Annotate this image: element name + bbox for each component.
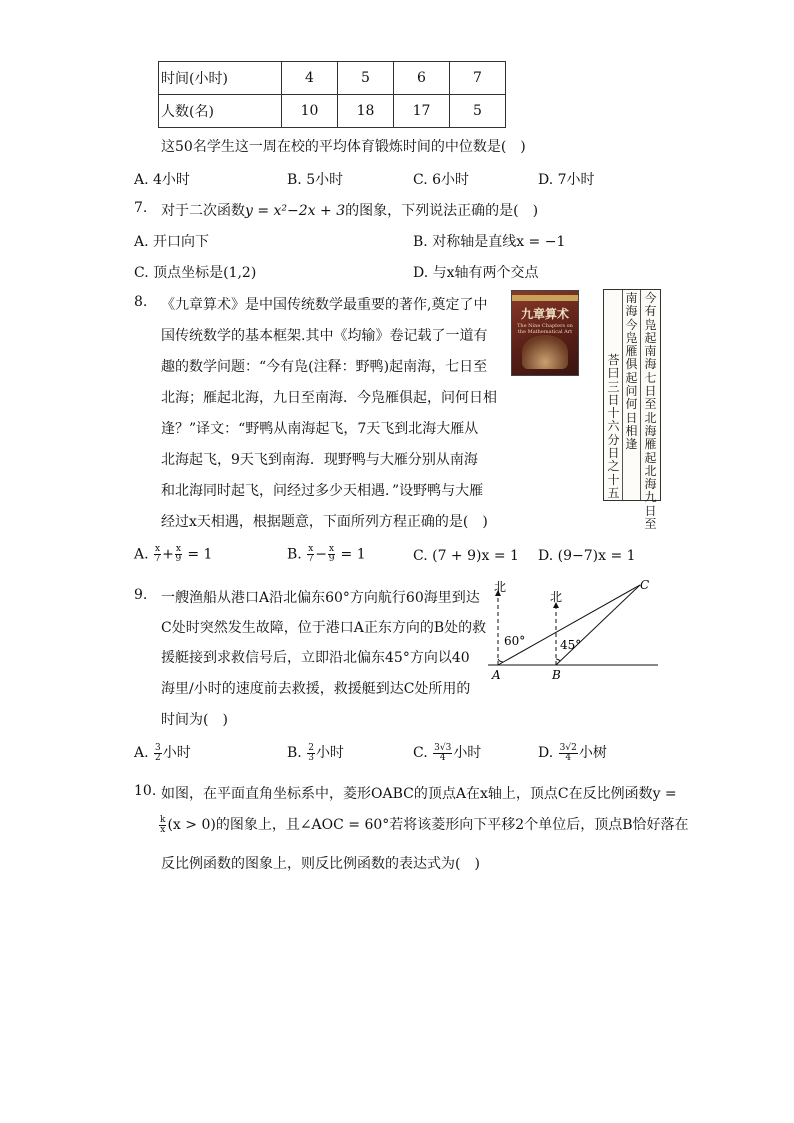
fraction xyxy=(159,816,166,835)
q8-line: 北海起飞，9天飞到南海．现野鸭与大雁分别从南海 xyxy=(161,452,478,468)
q6-option-c: C. 6小时 xyxy=(413,172,470,188)
q8-line: 经过x天相遇，根据题意，下面所列方程正确的是( ) xyxy=(161,514,488,530)
q7-option-a: A. 开口向下 xyxy=(134,234,210,250)
q10-line xyxy=(158,814,689,835)
table-row xyxy=(159,62,506,95)
table-cell: 6 xyxy=(394,62,450,95)
angle-arc-a xyxy=(498,659,503,662)
fraction xyxy=(307,744,315,763)
q6-option-d: D. 7小时 xyxy=(538,172,595,188)
fraction xyxy=(307,545,314,564)
q9-option-c xyxy=(413,742,481,763)
fraction xyxy=(154,744,162,763)
option-suffix: 小树 xyxy=(578,745,607,761)
table-cell: 5 xyxy=(450,95,506,128)
q6-stem: 这50名学生这一周在校的平均体育锻炼时间的中位数是( ) xyxy=(161,139,526,155)
book-band xyxy=(512,295,578,301)
point-label-a: A xyxy=(492,668,501,682)
q8-option-b xyxy=(287,545,366,564)
table-row-label: 时间(小时) xyxy=(159,62,282,95)
table-cell: 10 xyxy=(282,95,338,128)
operator: − xyxy=(315,546,328,563)
q7-option-c: C. 顶点坐标是(1,2) xyxy=(134,265,257,281)
fraction-den: 3 xyxy=(308,752,314,763)
operator: + xyxy=(162,546,174,563)
book-title: 九章算术 xyxy=(520,307,569,321)
option-label: D. xyxy=(538,745,554,761)
scroll-column: 今有凫起南海七日至北海雁起北海九日至 xyxy=(644,291,657,532)
q8-option-a xyxy=(134,545,212,564)
q7-number: 7. xyxy=(134,200,148,216)
q6-option-b: B. 5小时 xyxy=(287,172,344,188)
q9-number: 9. xyxy=(134,587,148,603)
scroll-column: 荅曰三日十六分日之十五 xyxy=(607,353,620,500)
fraction-num: 3√2 xyxy=(559,742,577,753)
q9-option-a xyxy=(134,742,191,763)
option-suffix: 小时 xyxy=(162,745,191,761)
q9-line: 援艇接到求救信号后，立即沿北偏东45°方向以40 xyxy=(161,650,470,666)
q9-option-b xyxy=(287,742,344,763)
book-subtitle: The Nine Chapters on the Mathematical Art xyxy=(517,323,573,335)
scroll-divider xyxy=(622,290,623,500)
table-cell: 18 xyxy=(338,95,394,128)
q6-option-a: A. 4小时 xyxy=(134,172,190,188)
q10-line-rest: (x > 0)的图象上，且∠AOC = 60°若将该菱形向下平移2个单位后，顶点B恰好落在 xyxy=(167,817,689,833)
option-label: B. xyxy=(287,546,302,563)
q8-number: 8. xyxy=(134,294,148,310)
angle-label-45: 45° xyxy=(560,638,582,652)
q9-option-d xyxy=(538,742,607,763)
q8-option-d: D. (9−7)x = 1 xyxy=(538,548,636,564)
fraction-num: 2 xyxy=(308,742,314,753)
q9-line: C处时突然发生故障，位于港口A正东方向的B处的救 xyxy=(161,620,487,636)
fraction-num: k xyxy=(160,814,166,825)
fraction-num: 3 xyxy=(155,742,161,753)
table-cell: 7 xyxy=(450,62,506,95)
table-cell: 5 xyxy=(338,62,394,95)
q7-stem-prefix: 对于二次函数 xyxy=(161,203,245,219)
ancient-text-scroll xyxy=(603,289,661,532)
q9-line: 时间为( ) xyxy=(161,712,228,728)
q7-stem xyxy=(161,200,538,220)
table-cell: 17 xyxy=(394,95,450,128)
point-label-b: B xyxy=(552,668,561,682)
q9-line: 海里/小时的速度前去救援，救援艇到达C处所用的 xyxy=(161,681,471,697)
q7-stem-suffix: 的图象，下列说法正确的是( ) xyxy=(345,203,539,219)
q7-option-b: B. 对称轴是直线x = −1 xyxy=(413,234,566,250)
table-row-label: 人数(名) xyxy=(159,95,282,128)
equation-rhs: = 1 xyxy=(187,546,213,563)
option-suffix: 小时 xyxy=(315,745,344,761)
q7-option-d: D. 与x轴有两个交点 xyxy=(413,265,539,281)
fraction xyxy=(175,545,182,564)
bearing-diagram xyxy=(480,575,670,685)
table-cell: 4 xyxy=(282,62,338,95)
fraction-num: x xyxy=(155,544,161,554)
scroll-divider xyxy=(640,290,641,500)
north-label-a: 北 xyxy=(494,580,507,594)
fraction-num: x xyxy=(175,544,181,554)
q10-number: 10. xyxy=(134,783,157,799)
q10-line: 反比例函数的图象上，则反比例函数的表达式为( ) xyxy=(161,856,480,872)
fraction-den: 4 xyxy=(439,752,446,763)
fraction-num: x xyxy=(329,544,335,554)
q8-option-c: C. (7 + 9)x = 1 xyxy=(413,548,519,564)
q8-line: 国传统数学的基本框架.其中《均输》卷记载了一道有 xyxy=(161,328,488,344)
fraction-den: 7 xyxy=(307,554,314,564)
option-label: A. xyxy=(134,745,149,761)
q8-line: 北海；雁起北海，九日至南海．今凫雁俱起，问何日相 xyxy=(161,390,497,406)
fraction xyxy=(433,744,452,763)
q8-line: 趣的数学问题：“今有凫(注释：野鸭)起南海，七日至 xyxy=(161,359,488,375)
table-row xyxy=(159,95,506,128)
north-label-b: 北 xyxy=(550,590,563,604)
fraction xyxy=(559,744,578,763)
option-label: A. xyxy=(134,546,149,563)
book-illustration xyxy=(522,335,568,369)
q10-line: 如图，在平面直角坐标系中，菱形OABC的顶点A在x轴上，顶点C在反比例函数y = xyxy=(161,786,677,802)
q8-line: 和北海同时起飞，问经过多少天相遇．”设野鸭与大雁 xyxy=(161,483,484,499)
q8-line: 《九章算术》是中国传统数学最重要的著作,奠定了中 xyxy=(161,297,488,313)
q7-stem-expr: y = x²−2x + 3 xyxy=(245,203,346,219)
angle-label-60: 60° xyxy=(504,634,526,648)
data-table xyxy=(158,61,506,128)
book-cover-image xyxy=(511,290,579,376)
fraction-den: 9 xyxy=(328,554,335,564)
fraction xyxy=(154,545,161,564)
fraction-den: 7 xyxy=(154,554,161,564)
fraction-den: x xyxy=(160,824,166,835)
option-suffix: 小时 xyxy=(453,745,482,761)
fraction-num: x xyxy=(308,544,314,554)
fraction-den: 2 xyxy=(155,752,161,763)
point-label-c: C xyxy=(640,578,650,592)
fraction-den: 9 xyxy=(175,554,182,564)
q9-line: 一艘渔船从港口A沿北偏东60°方向航行60海里到达 xyxy=(161,590,480,606)
option-label: C. xyxy=(413,745,428,761)
option-label: B. xyxy=(287,745,302,761)
fraction xyxy=(328,545,335,564)
equation-rhs: = 1 xyxy=(340,546,366,563)
scroll-column: 南海今凫雁俱起问何日相逢 xyxy=(625,291,638,452)
fraction-den: 4 xyxy=(565,752,572,763)
q8-line: 逢？”译文：“野鸭从南海起飞，7天飞到北海大雁从 xyxy=(161,421,479,437)
angle-arc-b xyxy=(556,659,560,661)
fraction-num: 3√3 xyxy=(434,742,452,753)
